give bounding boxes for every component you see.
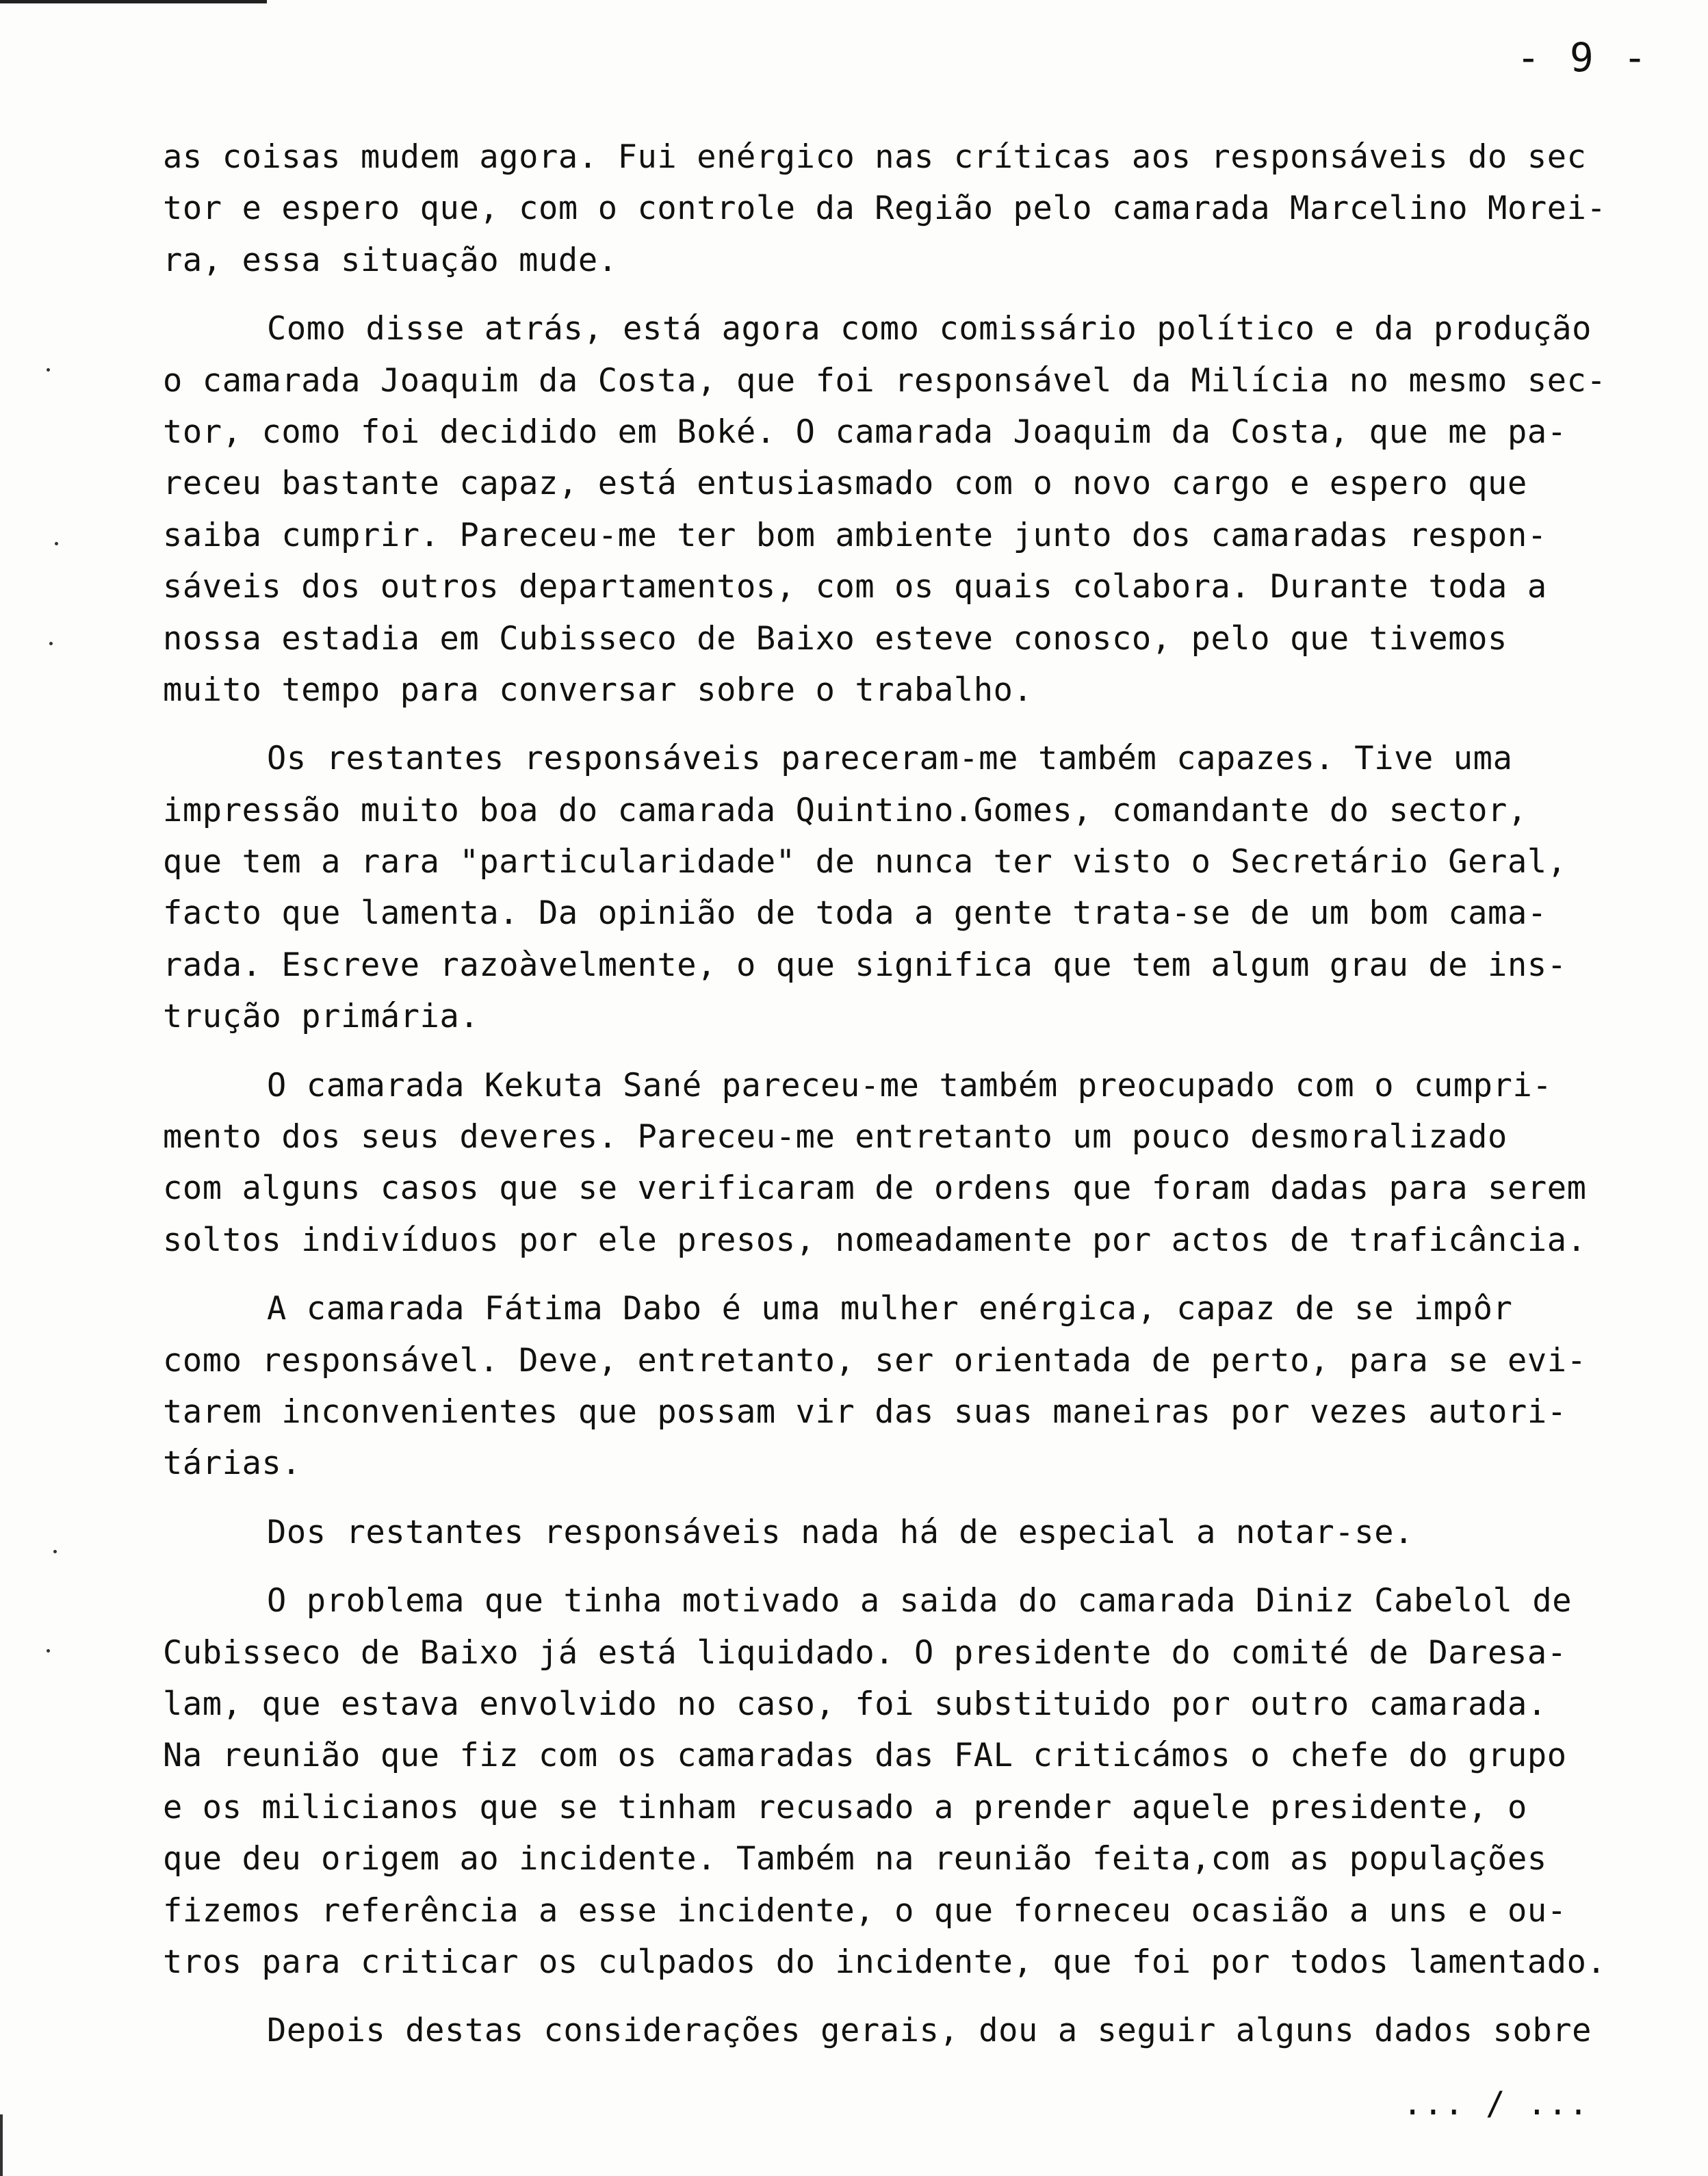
continuation-mark: ... / ... bbox=[1403, 2085, 1590, 2123]
paragraph bbox=[163, 1507, 1683, 1558]
paragraph bbox=[163, 1283, 1683, 1490]
text-line: saiba cumprir. Pareceu-me ter bom ambiente junto dos camaradas respon- bbox=[163, 516, 1547, 554]
text-line: tarem inconvenientes que possam vir das suas maneiras por vezes autori- bbox=[163, 1393, 1567, 1431]
text-line: Os restantes responsáveis pareceram-me também capazes. Tive uma bbox=[267, 740, 1513, 778]
paragraph bbox=[163, 1060, 1683, 1267]
body-text bbox=[163, 131, 1683, 2074]
paragraph bbox=[163, 131, 1683, 286]
text-line: Depois destas considerações gerais, dou a seguir alguns dados sobre bbox=[267, 2012, 1592, 2050]
scan-speck bbox=[47, 368, 50, 372]
text-line: tor e espero que, com o controle da Região pelo camarada Marcelino Morei- bbox=[163, 190, 1607, 228]
text-line: facto que lamenta. Da opinião de toda a gente trata-se de um bom cama- bbox=[163, 894, 1547, 933]
scan-speck bbox=[55, 542, 58, 545]
text-line: O problema que tinha motivado a saida do camarada Diniz Cabelol de bbox=[267, 1582, 1573, 1620]
text-line: trução primária. bbox=[163, 998, 480, 1036]
scan-speck bbox=[47, 1649, 50, 1653]
paragraph bbox=[163, 1575, 1683, 1988]
text-line: nossa estadia em Cubisseco de Baixo esteve conosco, pelo que tivemos bbox=[163, 619, 1508, 658]
text-line: tros para criticar os culpados do incidente, que foi por todos lamentado. bbox=[163, 1943, 1607, 1981]
scan-top-edge bbox=[0, 0, 267, 3]
text-line: fizemos referência a esse incidente, o que forneceu ocasião a uns e ou- bbox=[163, 1891, 1567, 1930]
text-line: muito tempo para conversar sobre o trabalho. bbox=[163, 671, 1033, 709]
scan-speck bbox=[49, 642, 53, 645]
text-line: soltos indivíduos por ele presos, nomeadamente por actos de traficância. bbox=[163, 1221, 1587, 1259]
text-line: que deu origem ao incidente. Também na reunião feita,com as populações bbox=[163, 1840, 1547, 1878]
scan-speck bbox=[53, 1550, 57, 1553]
text-line: Na reunião que fiz com os camaradas das FAL criticámos o chefe do grupo bbox=[163, 1737, 1567, 1775]
paragraph bbox=[163, 733, 1683, 1042]
text-line: como responsável. Deve, entretanto, ser orientada de perto, para se evi- bbox=[163, 1341, 1587, 1380]
text-line: sáveis dos outros departamentos, com os quais colabora. Durante toda a bbox=[163, 568, 1547, 606]
paragraph bbox=[163, 2005, 1683, 2056]
text-line: tor, como foi decidido em Boké. O camarada Joaquim da Costa, que me pa- bbox=[163, 413, 1567, 451]
text-line: receu bastante capaz, está entusiasmado com o novo cargo e espero que bbox=[163, 465, 1527, 503]
paragraph bbox=[163, 303, 1683, 716]
scan-left-edge bbox=[0, 2114, 3, 2176]
text-line: o camarada Joaquim da Costa, que foi responsável da Milícia no mesmo sec- bbox=[163, 361, 1607, 400]
text-line: O camarada Kekuta Sané pareceu-me também preocupado com o cumpri- bbox=[267, 1066, 1553, 1104]
text-line: Dos restantes responsáveis nada há de especial a notar-se. bbox=[267, 1513, 1414, 1551]
text-line: com alguns casos que se verificaram de ordens que foram dadas para serem bbox=[163, 1169, 1587, 1208]
text-line: tárias. bbox=[163, 1445, 302, 1483]
text-line: Como disse atrás, está agora como comissário político e da produção bbox=[267, 310, 1592, 348]
text-line: Cubisseco de Baixo já está liquidado. O presidente do comité de Daresa- bbox=[163, 1633, 1567, 1672]
text-line: rada. Escreve razoàvelmente, o que significa que tem algum grau de ins- bbox=[163, 946, 1567, 984]
text-line: lam, que estava envolvido no caso, foi substituido por outro camarada. bbox=[163, 1685, 1547, 1723]
text-line: A camarada Fátima Dabo é uma mulher enérgica, capaz de se impôr bbox=[267, 1290, 1513, 1328]
text-line: impressão muito boa do camarada Quintino.Gomes, comandante do sector, bbox=[163, 791, 1527, 829]
text-line: ra, essa situação mude. bbox=[163, 241, 618, 279]
text-line: e os milicianos que se tinham recusado a prender aquele presidente, o bbox=[163, 1788, 1527, 1826]
text-line: as coisas mudem agora. Fui enérgico nas críticas aos responsáveis do sec bbox=[163, 138, 1587, 176]
text-line: que tem a rara "particularidade" de nunca ter visto o Secretário Geral, bbox=[163, 843, 1567, 881]
text-line: mento dos seus deveres. Pareceu-me entretanto um pouco desmoralizado bbox=[163, 1118, 1508, 1156]
page-number: - 9 - bbox=[1516, 34, 1650, 81]
